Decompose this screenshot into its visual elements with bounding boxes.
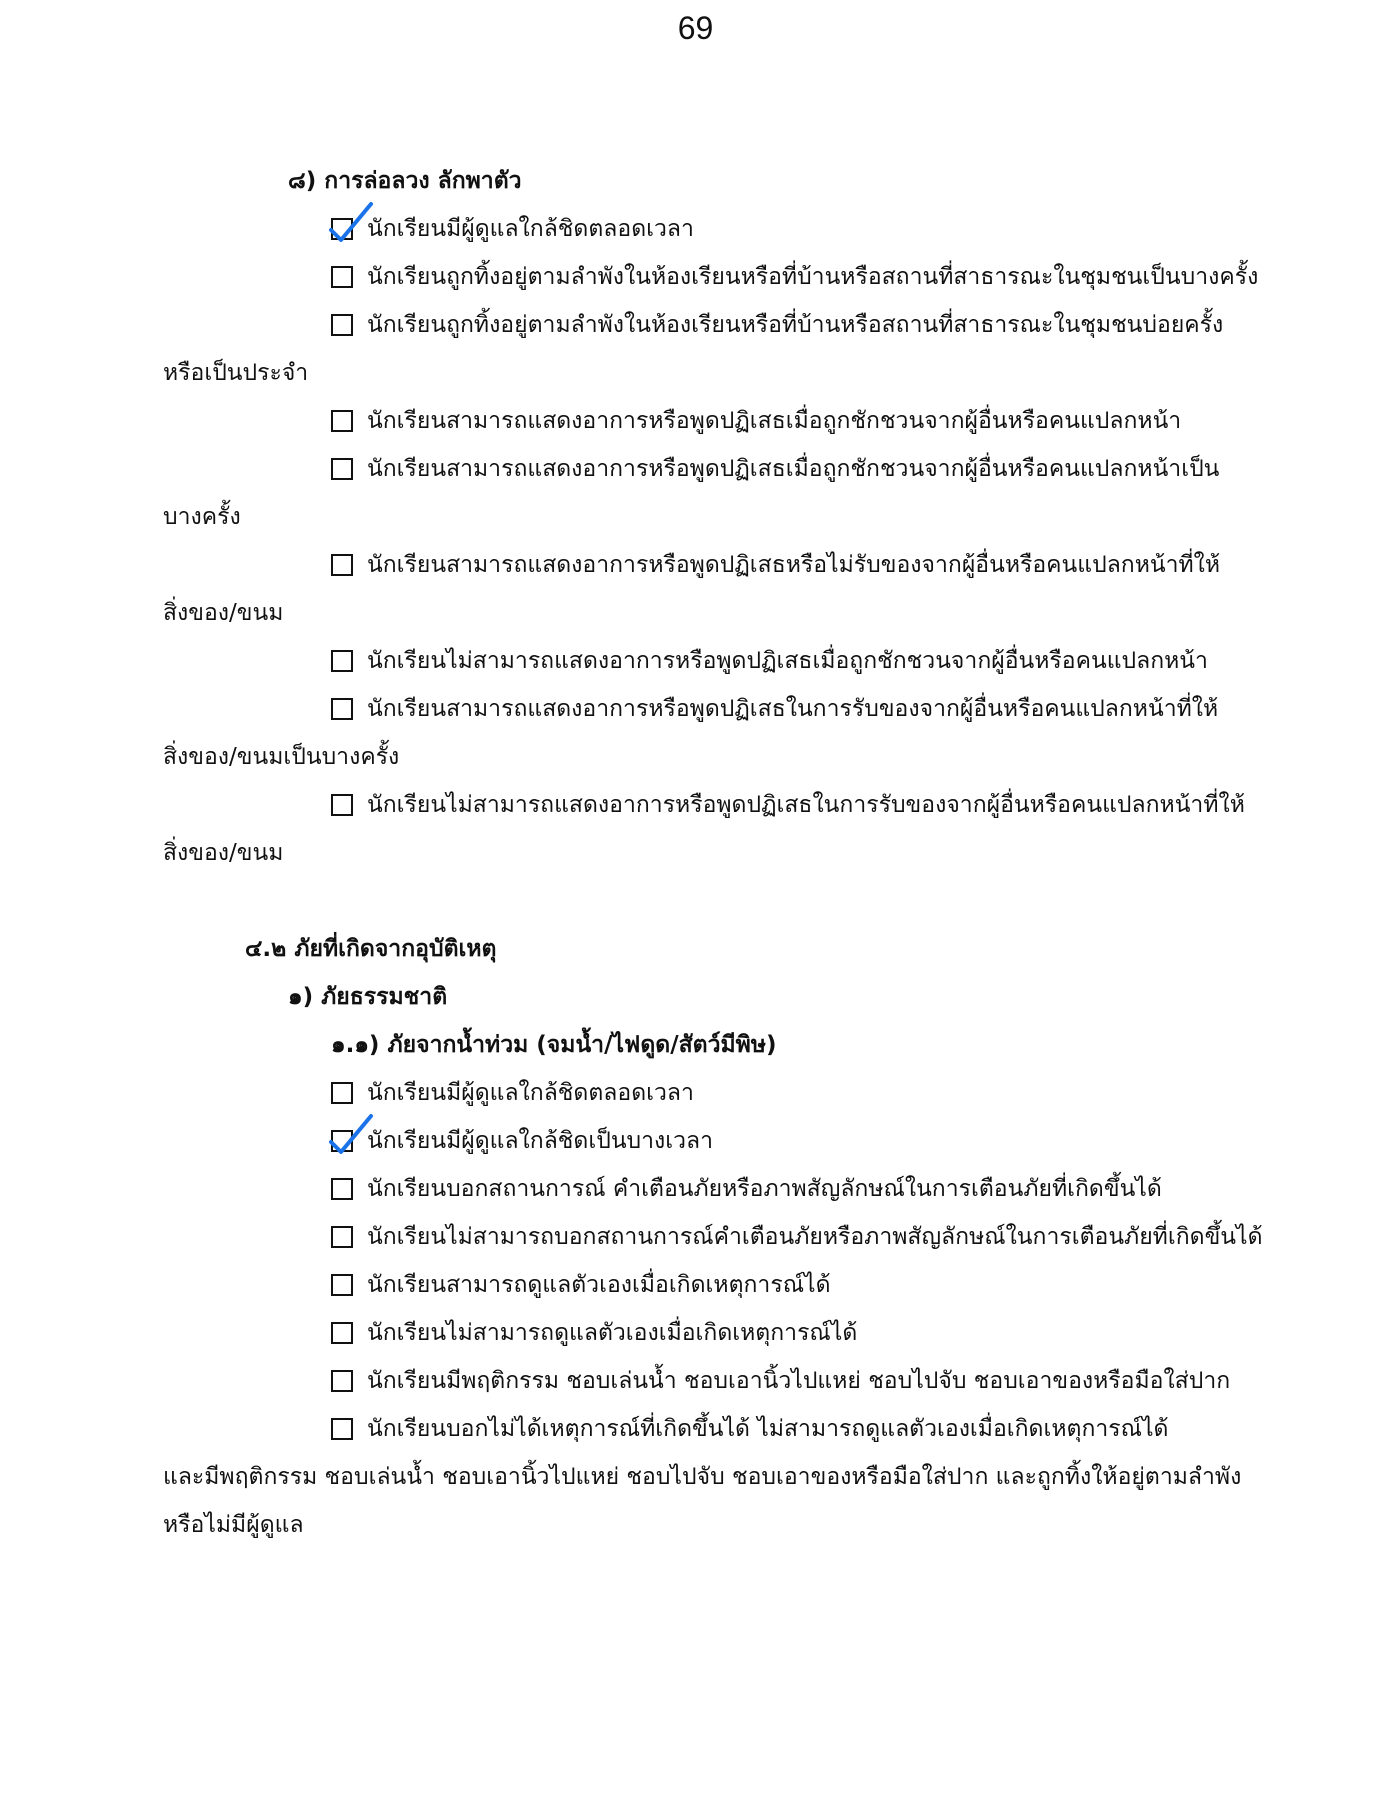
checkbox[interactable]	[331, 218, 353, 240]
checkbox-label-continuation: สิ่งของ/ขนมเป็นบางครั้ง	[163, 744, 400, 770]
checkbox-item	[331, 692, 1218, 726]
checkbox-label: นักเรียนสามารถแสดงอาการหรือพูดปฏิเสธเมื่อถูกชักชวนจากผู้อื่นหรือคนแปลกหน้าเป็น	[367, 456, 1220, 482]
sub-sub-heading: ๑.๑) ภัยจากน้ำท่วม (จมน้ำ/ไฟดูด/สัตว์มีพิษ)	[331, 1032, 777, 1058]
checkbox-label: นักเรียนสามารถแสดงอาการหรือพูดปฏิเสธในการรับของจากผู้อื่นหรือคนแปลกหน้าที่ให้	[367, 696, 1219, 722]
checkbox-label: นักเรียนมีผู้ดูแลใกล้ชิดเป็นบางเวลา	[367, 1128, 714, 1154]
sub-heading: ๑) ภัยธรรมชาติ	[288, 984, 448, 1010]
checkbox-item	[331, 1268, 831, 1302]
checkbox-label-continuation: บางครั้ง	[163, 504, 241, 530]
checkmark-icon	[327, 200, 379, 244]
checkbox-label: นักเรียนบอกไม่ได้เหตุการณ์ที่เกิดขึ้นได้ ไม่สามารถดูแลตัวเองเมื่อเกิดเหตุการณ์ได้	[367, 1416, 1169, 1442]
checkbox-item	[331, 1364, 1230, 1398]
checkbox-label-continuation: สิ่งของ/ขนม	[163, 600, 284, 626]
checkbox[interactable]	[331, 1274, 353, 1296]
checkbox-item	[331, 1412, 1168, 1446]
checkbox[interactable]	[331, 410, 353, 432]
checkbox[interactable]	[331, 698, 353, 720]
checkbox-label: นักเรียนไม่สามารถแสดงอาการหรือพูดปฏิเสธในการรับของจากผู้อื่นหรือคนแปลกหน้าที่ให้	[367, 792, 1245, 818]
checkbox-item	[331, 212, 694, 246]
checkbox[interactable]	[331, 1226, 353, 1248]
checkbox[interactable]	[331, 794, 353, 816]
checkbox[interactable]	[331, 1418, 353, 1440]
checkbox-item	[331, 1124, 713, 1158]
checkbox-item	[331, 452, 1219, 486]
checkbox-label-continuation: หรือไม่มีผู้ดูแล	[163, 1512, 304, 1538]
checkbox-item	[331, 1316, 857, 1350]
section-heading-4-2: ๔.๒ ภัยที่เกิดจากอุบัติเหตุ	[245, 936, 497, 962]
checkbox-label: นักเรียนไม่สามารถดูแลตัวเองเมื่อเกิดเหตุการณ์ได้	[367, 1320, 858, 1346]
checkmark-icon	[327, 1112, 379, 1156]
checkbox-label: นักเรียนมีผู้ดูแลใกล้ชิดตลอดเวลา	[367, 1080, 694, 1106]
checkbox-label-continuation: หรือเป็นประจำ	[163, 360, 309, 386]
checkbox-item	[331, 644, 1208, 678]
checkbox-label: นักเรียนไม่สามารถบอกสถานการณ์คำเตือนภัยหรือภาพสัญลักษณ์ในการเตือนภัยที่เกิดขึ้นได้	[367, 1224, 1263, 1250]
checkbox[interactable]	[331, 1082, 353, 1104]
checkbox[interactable]	[331, 266, 353, 288]
checkbox[interactable]	[331, 1322, 353, 1344]
checkbox-item	[331, 788, 1245, 822]
checkbox-label: นักเรียนสามารถแสดงอาการหรือพูดปฏิเสธเมื่อถูกชักชวนจากผู้อื่นหรือคนแปลกหน้า	[367, 408, 1182, 434]
checkbox-label: นักเรียนสามารถดูแลตัวเองเมื่อเกิดเหตุการณ์ได้	[367, 1272, 831, 1298]
checkbox-label: นักเรียนถูกทิ้งอยู่ตามลำพังในห้องเรียนหรือที่บ้านหรือสถานที่สาธารณะในชุมชนเป็นบางครั้ง	[367, 264, 1259, 290]
checkbox[interactable]	[331, 554, 353, 576]
checkbox-item	[331, 1220, 1263, 1254]
checkbox-label-continuation: และมีพฤติกรรม ชอบเล่นน้ำ ชอบเอานิ้วไปแหย่ ชอบไปจับ ชอบเอาของหรือมือใส่ปาก และถูกทิ้งให้อยู่ตามลำพัง	[163, 1464, 1242, 1490]
checkbox-item	[331, 308, 1223, 342]
checkbox[interactable]	[331, 314, 353, 336]
checkbox[interactable]	[331, 650, 353, 672]
checkbox-label-continuation: สิ่งของ/ขนม	[163, 840, 284, 866]
checkbox-item	[331, 1076, 694, 1110]
checkbox[interactable]	[331, 458, 353, 480]
checkbox-label: นักเรียนมีพฤติกรรม ชอบเล่นน้ำ ชอบเอานิ้วไปแหย่ ชอบไปจับ ชอบเอาของหรือมือใส่ปาก	[367, 1368, 1231, 1394]
page-number: 69	[677, 10, 714, 46]
checkbox[interactable]	[331, 1130, 353, 1152]
checkbox-label: นักเรียนไม่สามารถแสดงอาการหรือพูดปฏิเสธเมื่อถูกชักชวนจากผู้อื่นหรือคนแปลกหน้า	[367, 648, 1208, 674]
checkbox-item	[331, 260, 1258, 294]
checkbox[interactable]	[331, 1178, 353, 1200]
checkbox-label: นักเรียนถูกทิ้งอยู่ตามลำพังในห้องเรียนหรือที่บ้านหรือสถานที่สาธารณะในชุมชนบ่อยครั้ง	[367, 312, 1224, 338]
checkbox-label: นักเรียนบอกสถานการณ์ คำเตือนภัยหรือภาพสัญลักษณ์ในการเตือนภัยที่เกิดขึ้นได้	[367, 1176, 1162, 1202]
section-heading-8: ๘) การล่อลวง ลักพาตัว	[288, 168, 522, 194]
checkbox-item	[331, 548, 1220, 582]
checkbox-label: นักเรียนมีผู้ดูแลใกล้ชิดตลอดเวลา	[367, 216, 694, 242]
checkbox[interactable]	[331, 1370, 353, 1392]
checkbox-item	[331, 404, 1181, 438]
checkbox-label: นักเรียนสามารถแสดงอาการหรือพูดปฏิเสธหรือไม่รับของจากผู้อื่นหรือคนแปลกหน้าที่ให้	[367, 552, 1221, 578]
checkbox-item	[331, 1172, 1162, 1206]
